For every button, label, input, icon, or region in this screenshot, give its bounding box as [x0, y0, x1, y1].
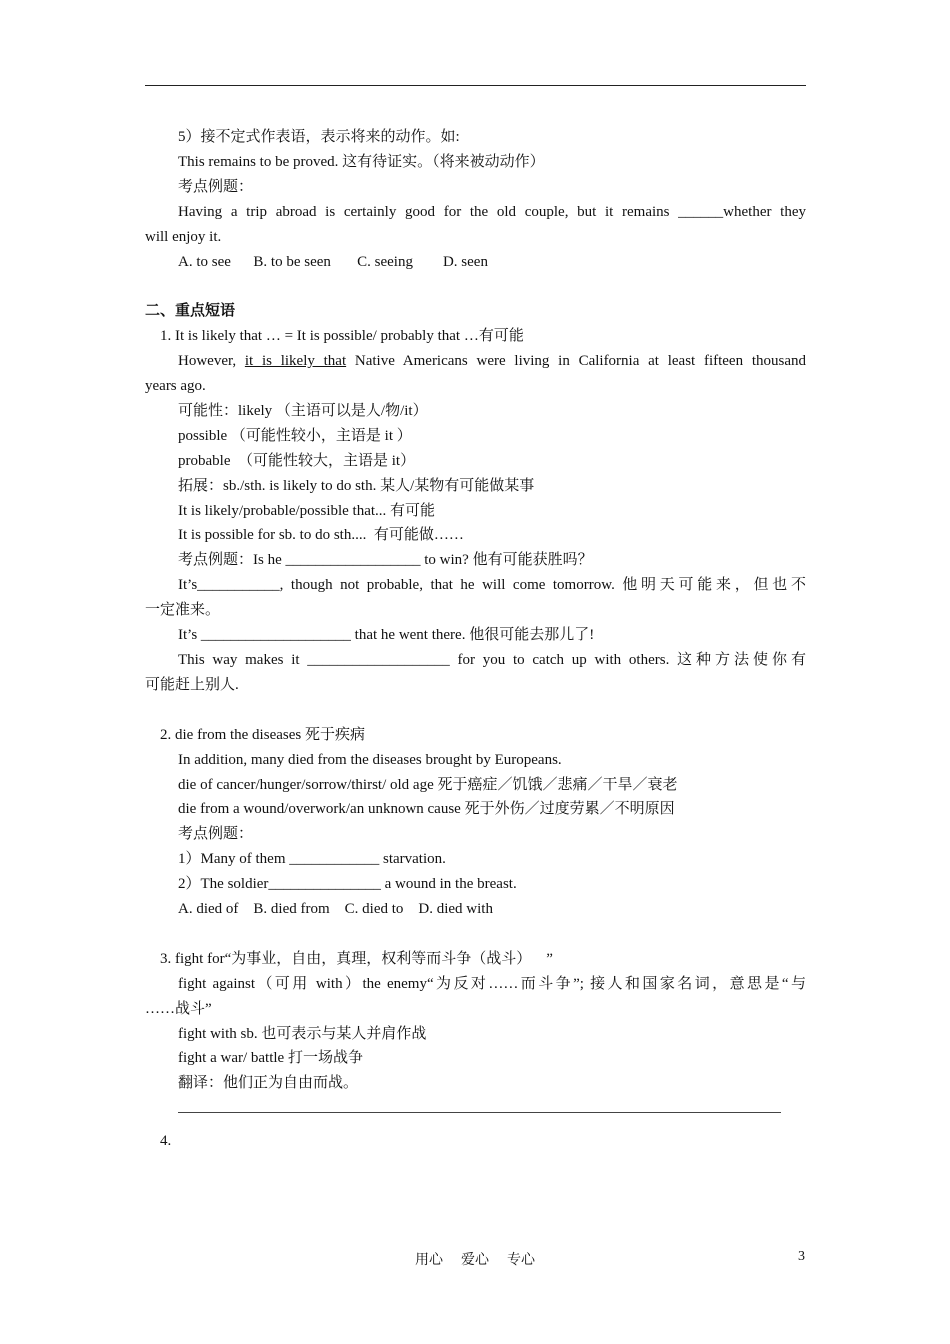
- item1-probable: probable （可能性较大，主语是 it）: [178, 452, 416, 469]
- item3-against-cont: ……战斗”: [145, 1000, 212, 1017]
- header-rule: [145, 85, 806, 86]
- item1-possible: possible （可能性较小，主语是 it ）: [178, 427, 412, 444]
- item1-q2-cont: 一定准来。: [145, 602, 221, 619]
- item2-die-from: die from a wound/overwork/an unknown cause 死于外伤／过度劳累／不明原因: [178, 801, 675, 818]
- section5-question: Having a trip abroad is certainly good for the old couple, but it remains ______whether they: [178, 203, 806, 220]
- item2-title: 2. die from the diseases 死于疾病: [160, 726, 365, 743]
- item2-die-of: die of cancer/hunger/sorrow/thirst/ old age 死于癌症／饥饿／悲痛／干旱／衰老: [178, 776, 678, 793]
- underlined-phrase: it is likely that: [244, 353, 347, 370]
- item1-likely: 可能性：likely （主语可以是人/物/it）: [178, 402, 428, 419]
- item1-example-cont: years ago.: [145, 378, 206, 395]
- document-body: [145, 125, 806, 1154]
- footer-motto-1: 用心: [415, 1253, 443, 1268]
- item2-exam-label: 考点例题：: [178, 826, 254, 843]
- page-number: 3: [798, 1249, 805, 1264]
- item3-war: fight a war/ battle 打一场战争: [178, 1050, 363, 1067]
- item3-against: fight against（可用 with）the enemy“为反对……而斗争”; 接人和国家名词，意思是“与: [178, 975, 806, 992]
- item1-q2: It’s___________, though not probable, that he will come tomorrow. 他明天可能来，但也不: [178, 577, 806, 594]
- item2-q2: 2）The soldier_______________ a wound in the breast.: [178, 876, 517, 893]
- footer-motto-3: 专心: [507, 1253, 535, 1268]
- section-title: 二、重点短语: [145, 303, 236, 320]
- footer-motto: [0, 1249, 950, 1269]
- section5-heading: 5）接不定式作表语，表示将来的动作。如:: [178, 129, 460, 145]
- section5-options: A. to see B. to be seen C. seeing D. seen: [178, 253, 488, 270]
- item1-ext3: It is possible for sb. to do sth.... 有可能做……: [178, 527, 464, 544]
- item1-ext2: It is likely/probable/possible that... 有可能: [178, 502, 436, 519]
- item2-q1: 1）Many of them ____________ starvation.: [178, 851, 446, 868]
- item4-title: 4.: [160, 1133, 172, 1150]
- section5-exam-label: 考点例题：: [178, 178, 254, 195]
- footer-motto-2: 爱心: [461, 1253, 489, 1268]
- item3-title: 3. fight for“为事业，自由，真理，权利等而斗争（战斗） ”: [160, 950, 553, 967]
- item1-title: 1. It is likely that … = It is possible/ probably that …有可能: [160, 328, 524, 345]
- item1-q3: It’s ____________________ that he went there. 他很可能去那儿了!: [178, 627, 595, 644]
- answer-line: [178, 1112, 781, 1113]
- item2-example: In addition, many died from the diseases brought by Europeans.: [178, 751, 562, 768]
- section5-example: This remains to be proved. 这有待证实。（将来被动动作）: [178, 153, 545, 170]
- item3-with: fight with sb. 也可表示与某人并肩作战: [178, 1025, 427, 1042]
- item1-q1: 考点例题：Is he __________________ to win? 他有可能获胜吗？: [178, 552, 593, 569]
- section5-question-cont: will enjoy it.: [145, 228, 222, 245]
- item1-q4-cont: 可能赶上别人.: [145, 676, 239, 693]
- item2-options: A. died of B. died from C. died to D. died with: [178, 901, 493, 918]
- item1-q4: This way makes it ___________________ for you to catch up with others. 这种方法使你有: [178, 652, 806, 669]
- item3-translate: 翻译：他们正为自由而战。: [178, 1075, 359, 1092]
- item1-ext1: 拓展：sb./sth. is likely to do sth. 某人/某物有可能做某事: [178, 477, 535, 494]
- item1-example: However, it is likely that Native Americans were living in California at least fifteen thousand: [178, 353, 806, 370]
